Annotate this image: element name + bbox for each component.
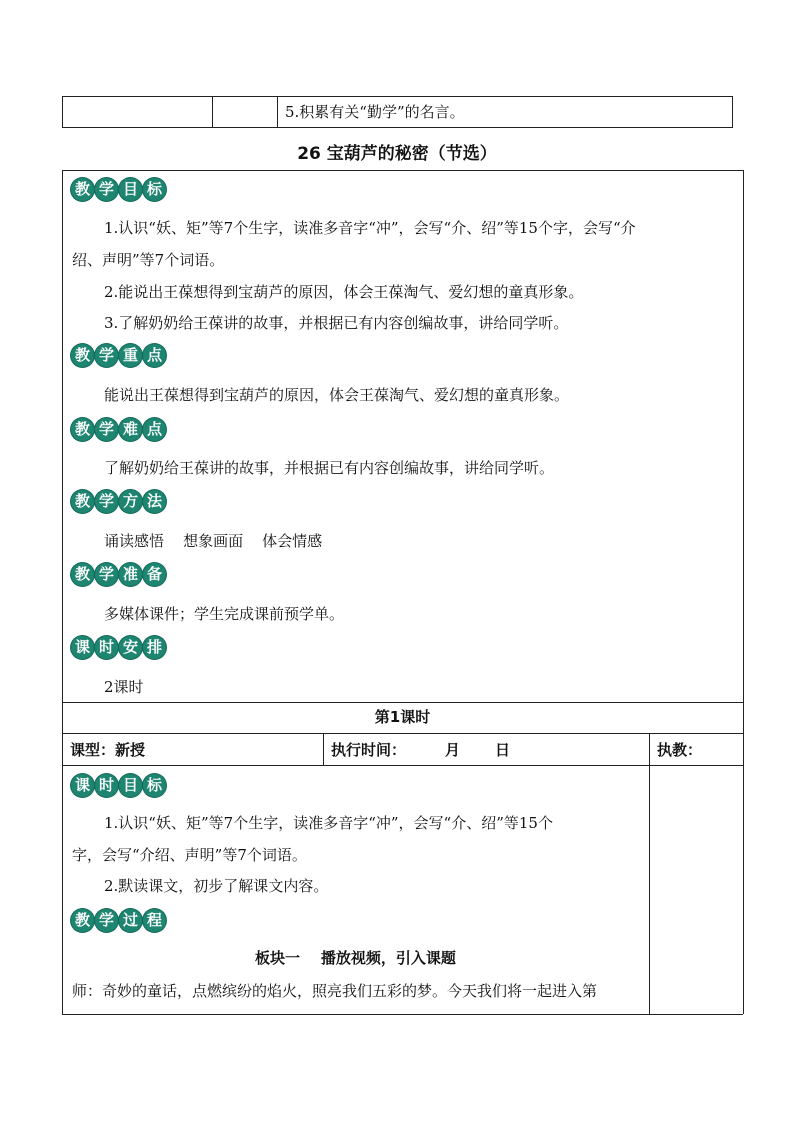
block-one-title: 板块一 播放视频，引入课题 (255, 949, 456, 967)
top-table-cell-text: 5.积累有关“勤学”的名言。 (285, 103, 465, 121)
schedule-heading-badge: 课 时 安 排 (71, 636, 166, 662)
period-goals-line: 字，会写“介绍、声明”等7个词语。 (72, 846, 307, 864)
period-title: 第1课时 (374, 708, 431, 726)
teaching-goals-heading-badge: 教 学 目 标 (71, 178, 166, 204)
methods-heading-badge: 教 学 方 法 (71, 490, 166, 516)
period-goals-heading-badge: 课 时 目 标 (71, 774, 166, 800)
difficult-points-heading-badge: 教 学 难 点 (71, 418, 166, 444)
teaching-goals-line: 1.认识“妖、矩”等7个生字，读准多音字“冲”，会写“介、绍”等15个字，会写“介 (104, 219, 636, 237)
lesson-type-label: 课型：新授 (70, 741, 146, 759)
period-goals-line: 2.默读课文，初步了解课文内容。 (104, 877, 329, 895)
period-goals-line: 1.认识“妖、矩”等7个生字，读准多音字“冲”，会写“介、绍”等15个 (104, 814, 553, 832)
key-points-line: 能说出王葆想得到宝葫芦的原因，体会王葆淘气、爱幻想的童真形象。 (104, 386, 570, 404)
execution-time-label: 执行时间： (331, 741, 407, 759)
lesson-title: 26 宝葫芦的秘密（节选） (297, 144, 497, 164)
methods-line: 诵读感悟 想象画面 体会情感 (104, 532, 323, 550)
preparation-heading-badge: 教 学 准 备 (71, 563, 166, 589)
key-points-heading-badge: 教 学 重 点 (71, 344, 166, 370)
teaching-goals-line: 绍、声明”等7个词语。 (72, 251, 225, 269)
teacher-label: 执教： (657, 741, 703, 759)
day-label: 日 (495, 741, 511, 759)
month-label: 月 (445, 741, 461, 759)
teaching-goals-line: 2.能说出王葆想得到宝葫芦的原因，体会王葆淘气、爱幻想的童真形象。 (104, 283, 584, 301)
schedule-line: 2课时 (104, 678, 144, 696)
preparation-line: 多媒体课件；学生完成课前预学单。 (104, 605, 345, 623)
teaching-goals-line: 3.了解奶奶给王葆讲的故事，并根据已有内容创编故事，讲给同学听。 (104, 314, 569, 332)
difficult-points-line: 了解奶奶给王葆讲的故事，并根据已有内容创编故事，讲给同学听。 (104, 459, 555, 477)
teaching-process-heading-badge: 教 学 过 程 (71, 909, 166, 935)
teacher-intro-line: 师：奇妙的童话，点燃缤纷的焰火，照亮我们五彩的梦。今天我们将一起进入第 (72, 982, 598, 1000)
